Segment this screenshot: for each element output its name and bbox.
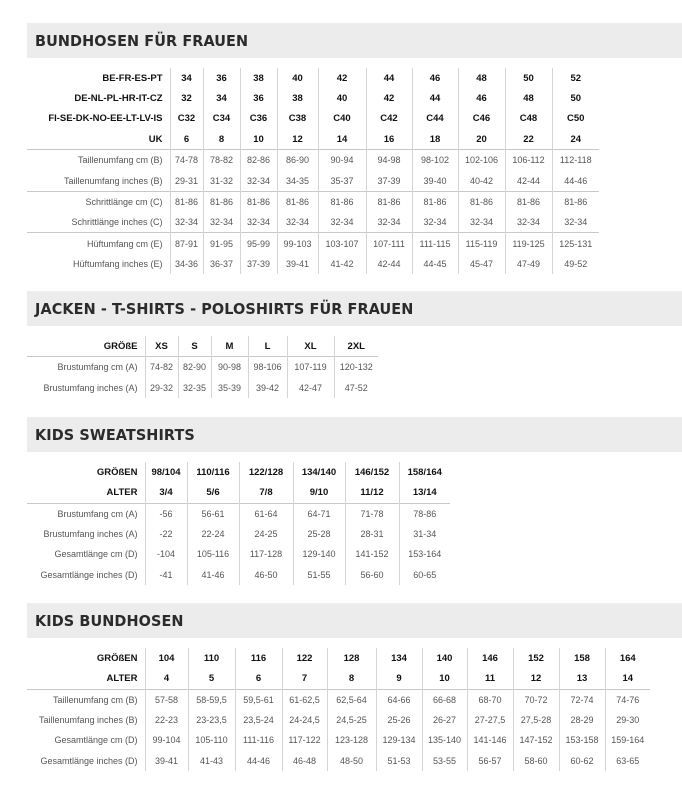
size-header-cell: 36	[203, 68, 240, 88]
size-header-cell: C32	[170, 109, 203, 129]
measurement-cell: 46-48	[282, 750, 327, 770]
measurement-cell: 90-94	[318, 150, 366, 171]
size-header-cell: 16	[366, 129, 412, 150]
table-row	[27, 357, 378, 378]
measurement-cell: 37-39	[366, 170, 412, 191]
size-header-cell: 52	[552, 68, 599, 88]
measurement-cell: 117-128	[239, 544, 293, 564]
size-header-cell: 146/152	[345, 462, 399, 482]
section-title: BUNDHOSEN FÜR FRAUEN	[35, 31, 249, 50]
section-header-kids-sweatshirts	[27, 417, 682, 452]
row-label: Taillenumfang cm (B)	[27, 150, 170, 171]
measurement-cell: 81-86	[170, 191, 203, 212]
table-row	[27, 689, 650, 710]
measurement-cell: 64-66	[376, 689, 422, 710]
size-header-cell: 50	[552, 88, 599, 108]
measurement-cell: 31-34	[399, 524, 450, 544]
measurement-cell: 153-158	[559, 730, 605, 750]
row-label: Brustumfang inches (A)	[43, 382, 138, 393]
size-header-cell: C34	[203, 109, 240, 129]
measurement-cell: 32-35	[178, 378, 211, 398]
measurement-cell: 41-43	[188, 750, 235, 770]
measurement-cell: 34-36	[170, 254, 203, 274]
size-header-cell: 128	[327, 648, 376, 668]
measurement-cell: 32-34	[277, 212, 318, 233]
measurement-cell: 47-49	[505, 254, 552, 274]
table-row	[27, 191, 599, 212]
measurement-cell: 24-24,5	[282, 710, 327, 730]
row-label: FI-SE-DK-NO-EE-LT-LV-IS	[48, 113, 163, 125]
size-header-cell: C40	[318, 109, 366, 129]
measurement-cell: 29-30	[605, 710, 650, 730]
row-label: ALTER	[106, 486, 138, 498]
size-header-cell: 24	[552, 129, 599, 150]
row-label: Brustumfang inches (A)	[43, 529, 138, 540]
size-header-cell: 40	[318, 88, 366, 108]
row-label: BE-FR-ES-PT	[102, 72, 163, 84]
size-header-cell: 34	[170, 68, 203, 88]
size-header-cell: C48	[505, 109, 552, 129]
measurement-cell: 81-86	[552, 191, 599, 212]
table-row	[27, 254, 599, 274]
measurement-cell: 99-103	[277, 233, 318, 254]
row-label: Gesamtlänge inches (D)	[40, 569, 138, 580]
measurement-cell: 81-86	[412, 191, 458, 212]
measurement-cell: -22	[145, 524, 187, 544]
measurement-cell: 115-119	[458, 233, 505, 254]
measurement-cell: 68-70	[467, 689, 513, 710]
measurement-cell: 49-52	[552, 254, 599, 274]
measurement-cell: 81-86	[366, 191, 412, 212]
table-row	[27, 710, 650, 730]
size-header-cell: 122/128	[239, 462, 293, 482]
row-label: GRÖßEN	[96, 466, 138, 478]
size-header-cell: 110/116	[187, 462, 239, 482]
size-header-cell: XL	[287, 336, 334, 357]
measurement-cell: 95-99	[240, 233, 277, 254]
measurement-cell: 81-86	[277, 191, 318, 212]
table-row	[27, 730, 650, 750]
measurement-cell: 59,5-61	[235, 689, 282, 710]
section-title: JACKEN - T-SHIRTS - POLOSHIRTS FÜR FRAUEN	[35, 299, 414, 318]
size-header-cell: L	[248, 336, 287, 357]
measurement-cell: 82-90	[178, 357, 211, 378]
measurement-cell: 29-31	[170, 170, 203, 191]
measurement-cell: 37-39	[240, 254, 277, 274]
measurement-cell: 111-116	[235, 730, 282, 750]
table-row	[27, 378, 378, 398]
size-header-cell: 98/104	[145, 462, 187, 482]
row-label: DE-NL-PL-HR-IT-CZ	[74, 92, 163, 104]
measurement-cell: 39-40	[412, 170, 458, 191]
measurement-cell: 42-47	[287, 378, 334, 398]
measurement-cell: 61-64	[239, 503, 293, 524]
size-header-cell: C36	[240, 109, 277, 129]
size-header-cell: 116	[235, 648, 282, 668]
size-header-cell: 38	[240, 68, 277, 88]
measurement-cell: 81-86	[458, 191, 505, 212]
size-header-cell: 2XL	[334, 336, 378, 357]
measurement-cell: 120-132	[334, 357, 378, 378]
measurement-cell: 44-45	[412, 254, 458, 274]
measurement-cell: 58-60	[513, 750, 559, 770]
measurement-cell: 102-106	[458, 150, 505, 171]
size-header-cell: 5	[188, 668, 235, 689]
size-header-cell: 12	[277, 129, 318, 150]
measurement-cell: 44-46	[235, 750, 282, 770]
measurement-cell: 36-37	[203, 254, 240, 274]
measurement-cell: 107-119	[287, 357, 334, 378]
section-header-kids-bundhosen	[27, 603, 682, 638]
size-header-cell: 36	[240, 88, 277, 108]
measurement-cell: 105-110	[188, 730, 235, 750]
measurement-cell: 129-134	[376, 730, 422, 750]
measurement-cell: 32-34	[318, 212, 366, 233]
measurement-cell: 27,5-28	[513, 710, 559, 730]
measurement-cell: 87-91	[170, 233, 203, 254]
measurement-cell: 47-52	[334, 378, 378, 398]
table-row	[27, 524, 450, 544]
measurement-cell: 42-44	[505, 170, 552, 191]
measurement-cell: 32-34	[505, 212, 552, 233]
measurement-cell: 63-65	[605, 750, 650, 770]
measurement-cell: 81-86	[505, 191, 552, 212]
row-label: UK	[148, 133, 163, 145]
measurement-cell: 40-42	[458, 170, 505, 191]
measurement-cell: 32-34	[203, 212, 240, 233]
measurement-cell: 60-65	[399, 564, 450, 584]
size-header-cell: XS	[145, 336, 178, 357]
measurement-cell: 129-140	[293, 544, 345, 564]
measurement-cell: 32-34	[240, 170, 277, 191]
measurement-cell: 72-74	[559, 689, 605, 710]
size-header-cell: 7	[282, 668, 327, 689]
measurement-cell: 28-29	[559, 710, 605, 730]
measurement-cell: 64-71	[293, 503, 345, 524]
size-header-cell: 40	[277, 68, 318, 88]
measurement-cell: 45-47	[458, 254, 505, 274]
measurement-cell: 71-78	[345, 503, 399, 524]
size-header-cell: 44	[412, 88, 458, 108]
row-label: Taillenumfang inches (B)	[38, 715, 138, 726]
size-header-cell: 134/140	[293, 462, 345, 482]
size-header-cell: 5/6	[187, 482, 239, 503]
header-row	[27, 336, 378, 357]
measurement-cell: 46-50	[239, 564, 293, 584]
size-header-cell: 122	[282, 648, 327, 668]
measurement-cell: 24-25	[239, 524, 293, 544]
measurement-cell: 56-57	[467, 750, 513, 770]
size-header-cell: 14	[318, 129, 366, 150]
measurement-cell: 81-86	[240, 191, 277, 212]
measurement-cell: 51-53	[376, 750, 422, 770]
measurement-cell: 27-27,5	[467, 710, 513, 730]
table-row	[27, 212, 599, 233]
measurement-cell: 32-34	[170, 212, 203, 233]
row-label: Hüftumfang cm (E)	[27, 233, 170, 254]
size-header-cell: 8	[327, 668, 376, 689]
measurement-cell: 147-152	[513, 730, 559, 750]
table-row	[27, 503, 450, 524]
measurement-cell: 112-118	[552, 150, 599, 171]
row-label: Brustumfang cm (A)	[27, 357, 145, 378]
size-header-cell: C44	[412, 109, 458, 129]
measurement-cell: 35-39	[211, 378, 248, 398]
section-title: KIDS BUNDHOSEN	[35, 611, 184, 630]
size-table-jacken-tshirts	[27, 336, 378, 398]
measurement-cell: 74-78	[170, 150, 203, 171]
measurement-cell: 81-86	[203, 191, 240, 212]
size-header-cell: 48	[505, 88, 552, 108]
measurement-cell: 53-55	[422, 750, 467, 770]
size-header-cell: 140	[422, 648, 467, 668]
row-label: Gesamtlänge cm (D)	[54, 549, 138, 560]
size-header-cell: 34	[203, 88, 240, 108]
measurement-cell: -104	[145, 544, 187, 564]
measurement-cell: 32-34	[366, 212, 412, 233]
size-header-cell: 6	[235, 668, 282, 689]
size-header-cell: C46	[458, 109, 505, 129]
measurement-cell: -41	[145, 564, 187, 584]
size-header-cell: 18	[412, 129, 458, 150]
size-header-cell: 42	[318, 68, 366, 88]
size-header-cell: 42	[366, 88, 412, 108]
header-row	[27, 482, 450, 503]
measurement-cell: 141-146	[467, 730, 513, 750]
measurement-cell: 23-23,5	[188, 710, 235, 730]
measurement-cell: 32-34	[412, 212, 458, 233]
measurement-cell: 42-44	[366, 254, 412, 274]
row-label: GRÖßEN	[96, 652, 138, 664]
measurement-cell: 44-46	[552, 170, 599, 191]
size-header-cell: C50	[552, 109, 599, 129]
measurement-cell: 81-86	[318, 191, 366, 212]
size-header-cell: 32	[170, 88, 203, 108]
size-table-kids-sweatshirts	[27, 462, 450, 585]
measurement-cell: 56-60	[345, 564, 399, 584]
size-header-cell: 6	[170, 129, 203, 150]
measurement-cell: 56-61	[187, 503, 239, 524]
size-table-bundhosen-frauen	[27, 68, 599, 274]
measurement-cell: 25-28	[293, 524, 345, 544]
measurement-cell: 153-164	[399, 544, 450, 564]
header-row	[27, 129, 599, 150]
table-row	[27, 170, 599, 191]
row-label: Taillenumfang inches (B)	[63, 175, 163, 186]
size-header-cell: M	[211, 336, 248, 357]
measurement-cell: 34-35	[277, 170, 318, 191]
measurement-cell: 78-86	[399, 503, 450, 524]
measurement-cell: 159-164	[605, 730, 650, 750]
header-row	[27, 648, 650, 668]
measurement-cell: 111-115	[412, 233, 458, 254]
row-label: GRÖßE	[103, 340, 138, 352]
size-header-cell: 110	[188, 648, 235, 668]
measurement-cell: 125-131	[552, 233, 599, 254]
measurement-cell: 62,5-64	[327, 689, 376, 710]
measurement-cell: 107-111	[366, 233, 412, 254]
header-row	[27, 109, 599, 129]
size-header-cell: 152	[513, 648, 559, 668]
size-header-cell: S	[178, 336, 211, 357]
measurement-cell: 90-98	[211, 357, 248, 378]
size-header-cell: C42	[366, 109, 412, 129]
measurement-cell: 98-106	[248, 357, 287, 378]
size-header-cell: 50	[505, 68, 552, 88]
row-label: Gesamtlänge cm (D)	[54, 735, 138, 746]
measurement-cell: 61-62,5	[282, 689, 327, 710]
size-header-cell: 8	[203, 129, 240, 150]
measurement-cell: 60-62	[559, 750, 605, 770]
size-header-cell: 146	[467, 648, 513, 668]
header-row	[27, 88, 599, 108]
size-header-cell: 11	[467, 668, 513, 689]
size-header-cell: 46	[458, 88, 505, 108]
size-header-cell: 4	[145, 668, 188, 689]
measurement-cell: 25-26	[376, 710, 422, 730]
measurement-cell: 119-125	[505, 233, 552, 254]
measurement-cell: 32-34	[552, 212, 599, 233]
table-row	[27, 544, 450, 564]
measurement-cell: 41-46	[187, 564, 239, 584]
measurement-cell: 91-95	[203, 233, 240, 254]
size-header-cell: C38	[277, 109, 318, 129]
measurement-cell: 57-58	[145, 689, 188, 710]
header-row	[27, 462, 450, 482]
size-header-cell: 10	[422, 668, 467, 689]
size-header-cell: 13	[559, 668, 605, 689]
size-header-cell: 20	[458, 129, 505, 150]
measurement-cell: 22-24	[187, 524, 239, 544]
row-label: Hüftumfang inches (E)	[72, 258, 163, 269]
measurement-cell: 99-104	[145, 730, 188, 750]
row-label: ALTER	[106, 672, 138, 684]
size-header-cell: 7/8	[239, 482, 293, 503]
measurement-cell: 70-72	[513, 689, 559, 710]
measurement-cell: 35-37	[318, 170, 366, 191]
measurement-cell: 123-128	[327, 730, 376, 750]
size-header-cell: 9	[376, 668, 422, 689]
section-title: KIDS SWEATSHIRTS	[35, 425, 195, 444]
measurement-cell: 117-122	[282, 730, 327, 750]
table-row	[27, 564, 450, 584]
row-label: Gesamtlänge inches (D)	[40, 755, 138, 766]
row-label: Taillenumfang cm (B)	[27, 689, 145, 710]
size-header-cell: 164	[605, 648, 650, 668]
measurement-cell: 98-102	[412, 150, 458, 171]
size-header-cell: 44	[366, 68, 412, 88]
measurement-cell: 58-59,5	[188, 689, 235, 710]
row-label: Schrittlänge inches (C)	[71, 217, 163, 228]
measurement-cell: 141-152	[345, 544, 399, 564]
size-header-cell: 48	[458, 68, 505, 88]
size-header-cell: 11/12	[345, 482, 399, 503]
measurement-cell: 66-68	[422, 689, 467, 710]
measurement-cell: 105-116	[187, 544, 239, 564]
measurement-cell: 48-50	[327, 750, 376, 770]
size-header-cell: 158	[559, 648, 605, 668]
measurement-cell: 94-98	[366, 150, 412, 171]
measurement-cell: 32-34	[240, 212, 277, 233]
table-row	[27, 150, 599, 171]
size-header-cell: 134	[376, 648, 422, 668]
measurement-cell: 31-32	[203, 170, 240, 191]
header-row	[27, 668, 650, 689]
measurement-cell: 32-34	[458, 212, 505, 233]
section-header-bundhosen-frauen	[27, 23, 682, 58]
section-header-jacken-tshirts	[27, 291, 682, 326]
measurement-cell: 103-107	[318, 233, 366, 254]
size-header-cell: 12	[513, 668, 559, 689]
measurement-cell: 22-23	[145, 710, 188, 730]
measurement-cell: 86-90	[277, 150, 318, 171]
size-header-cell: 158/164	[399, 462, 450, 482]
measurement-cell: 39-41	[145, 750, 188, 770]
measurement-cell: 24,5-25	[327, 710, 376, 730]
measurement-cell: 135-140	[422, 730, 467, 750]
measurement-cell: 29-32	[145, 378, 178, 398]
row-label: Schrittlänge cm (C)	[27, 191, 170, 212]
size-header-cell: 3/4	[145, 482, 187, 503]
measurement-cell: 82-86	[240, 150, 277, 171]
measurement-cell: 39-42	[248, 378, 287, 398]
size-table-kids-bundhosen	[27, 648, 650, 771]
size-header-cell: 104	[145, 648, 188, 668]
size-header-cell: 13/14	[399, 482, 450, 503]
size-header-cell: 10	[240, 129, 277, 150]
measurement-cell: 28-31	[345, 524, 399, 544]
header-row	[27, 68, 599, 88]
measurement-cell: 23,5-24	[235, 710, 282, 730]
table-row	[27, 233, 599, 254]
measurement-cell: 74-82	[145, 357, 178, 378]
measurement-cell: 41-42	[318, 254, 366, 274]
measurement-cell: 78-82	[203, 150, 240, 171]
measurement-cell: 74-76	[605, 689, 650, 710]
table-row	[27, 750, 650, 770]
row-label: Brustumfang cm (A)	[27, 503, 145, 524]
measurement-cell: -56	[145, 503, 187, 524]
size-header-cell: 38	[277, 88, 318, 108]
measurement-cell: 39-41	[277, 254, 318, 274]
size-header-cell: 46	[412, 68, 458, 88]
size-header-cell: 14	[605, 668, 650, 689]
measurement-cell: 26-27	[422, 710, 467, 730]
size-header-cell: 9/10	[293, 482, 345, 503]
measurement-cell: 51-55	[293, 564, 345, 584]
measurement-cell: 106-112	[505, 150, 552, 171]
size-header-cell: 22	[505, 129, 552, 150]
